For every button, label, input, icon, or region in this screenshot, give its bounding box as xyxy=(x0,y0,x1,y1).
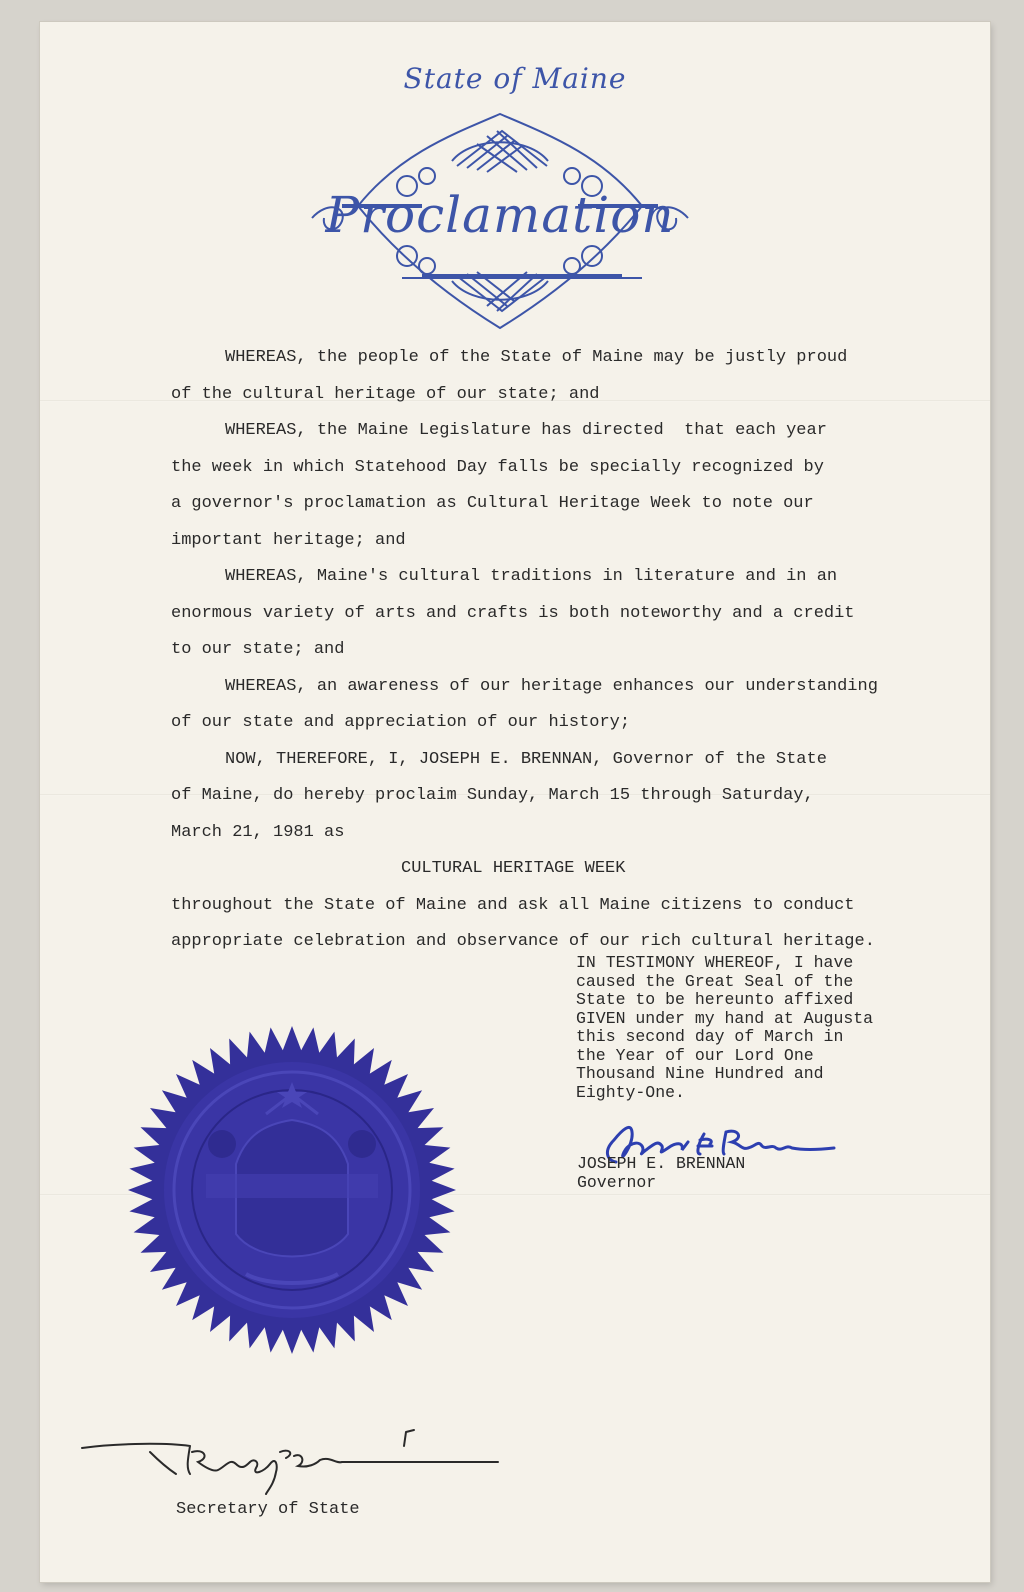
governor-title: Governor xyxy=(577,1173,657,1192)
proclamation-title: Proclamation xyxy=(325,186,675,244)
proclamation-paper xyxy=(40,22,990,1582)
body-line: to our state; and xyxy=(171,640,345,659)
proclamation-heading: CULTURAL HERITAGE WEEK xyxy=(401,859,626,878)
body-line: WHEREAS, an awareness of our heritage enhances our understanding xyxy=(225,676,878,696)
testimony-line: IN TESTIMONY WHEREOF, I have xyxy=(576,953,854,972)
body-line: WHEREAS, the people of the State of Maine may be justly proud xyxy=(225,348,848,367)
body-line: appropriate celebration and observance of our rich cultural heritage. xyxy=(171,932,875,951)
governor-name-block xyxy=(577,1154,745,1192)
testimony-line: GIVEN under my hand at Augusta xyxy=(576,1008,874,1028)
testimony-line: caused the Great Seal of the xyxy=(576,971,854,991)
body-line: WHEREAS, Maine's cultural traditions in literature and in an xyxy=(225,567,838,586)
great-seal-sticker xyxy=(126,1024,458,1356)
body-line: of Maine, do hereby proclaim Sunday, March 15 through Saturday, xyxy=(171,786,814,805)
body-line: throughout the State of Maine and ask all Maine citizens to conduct xyxy=(171,895,855,915)
secretary-of-state-label: Secretary of State xyxy=(176,1500,360,1519)
body-line: NOW, THEREFORE, I, JOSEPH E. BRENNAN, Governor of the State xyxy=(225,749,827,769)
secretary-signature xyxy=(80,1422,500,1512)
testimony-block xyxy=(576,954,936,1102)
body-line: the week in which Statehood Day falls be specially recognized by xyxy=(171,457,824,477)
body-line: a governor's proclamation as Cultural Heritage Week to note our xyxy=(171,494,814,513)
proclamation-body xyxy=(171,340,961,961)
testimony-line: Eighty-One. xyxy=(576,1082,685,1102)
body-line: March 21, 1981 as xyxy=(171,822,345,842)
state-heading: State of Maine xyxy=(403,62,627,95)
governor-name: JOSEPH E. BRENNAN xyxy=(577,1154,746,1173)
body-line: of the cultural heritage of our state; and xyxy=(171,384,600,404)
body-line: WHEREAS, the Maine Legislature has directed that each year xyxy=(225,421,827,440)
testimony-line: Thousand Nine Hundred and xyxy=(576,1064,824,1083)
proclamation-cartouche xyxy=(302,106,698,336)
body-line: important heritage; and xyxy=(171,530,406,550)
testimony-line: State to be hereunto affixed xyxy=(576,990,854,1009)
body-line: of our state and appreciation of our history; xyxy=(171,713,631,732)
testimony-line: this second day of March in xyxy=(576,1027,844,1046)
testimony-line: the Year of our Lord One xyxy=(576,1045,814,1065)
body-line: enormous variety of arts and crafts is both noteworthy and a credit xyxy=(171,603,855,623)
